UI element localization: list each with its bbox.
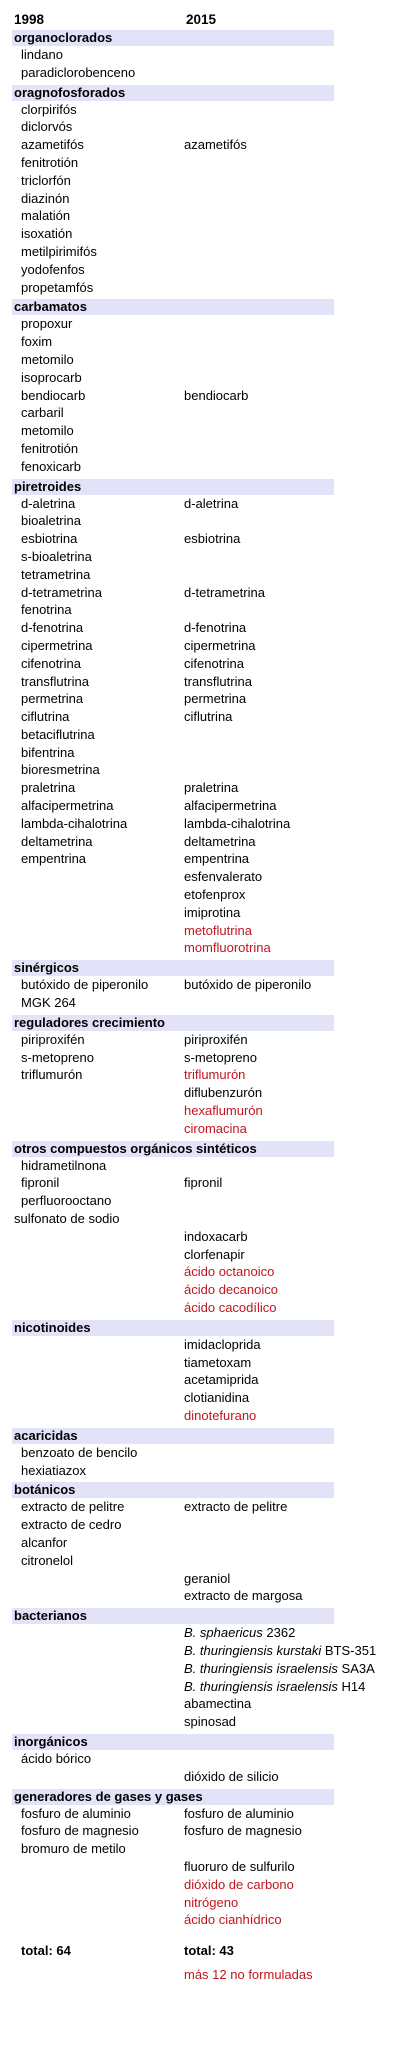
cell-2015: extracto de margosa [184,1588,303,1604]
cell-1998: bendiocarb [21,387,86,403]
section [0,1012,410,1138]
cell-1998: diclorvós [21,119,73,135]
cell-2015: clotianidina [184,1390,250,1406]
table-row [0,1678,410,1696]
cell-1998: butóxido de piperonilo [21,977,149,993]
table-row [0,939,410,957]
table-row [0,190,410,208]
table-row [0,315,410,333]
cell-2015: ciromacina [184,1120,247,1136]
table-row [0,422,410,440]
cell-1998: esbiotrina [21,531,78,547]
cell-2015: ácido octanoico [184,1264,275,1280]
table-row [0,261,410,279]
table-row [0,601,410,619]
cell-2015: triflumurón [184,1067,246,1083]
table-row [0,1768,410,1786]
cell-1998: cipermetrina [21,637,93,653]
table-row [0,118,410,136]
cell-2015 [184,1678,365,1696]
table-row [0,1587,410,1605]
cell-1998: triclorfón [21,172,71,188]
cell-2015: diflubenzurón [184,1085,263,1101]
table-row [0,850,410,868]
cell-1998: deltametrina [21,833,93,849]
cell-1998: diazinón [21,190,70,206]
cell-2015: cifenotrina [184,655,244,671]
species-name: B. thuringiensis kurstaki [184,1642,322,1658]
cell-2015: geraniol [184,1570,231,1586]
table-row [0,333,410,351]
cell-1998: fosfuro de aluminio [21,1805,131,1821]
table-row [0,619,410,637]
cell-2015: abamectina [184,1696,252,1712]
cell-2015: dióxido de silicio [184,1768,279,1784]
table-row [0,1263,410,1281]
cell-1998: metomilo [21,423,74,439]
table-row [0,1102,410,1120]
cell-2015: butóxido de piperonilo [184,977,312,993]
cell-2015: esbiotrina [184,531,241,547]
species-name: B. thuringiensis israelensis [184,1678,338,1694]
table-row [0,1876,410,1894]
cell-1998: ácido bórico [21,1750,92,1766]
cell-1998: carbaril [21,405,64,421]
cell-2015: metoflutrina [184,922,252,938]
cell-1998: perfluorooctano [21,1193,112,1209]
section-title: botánicos [12,1482,334,1498]
section-title: piretroides [12,479,334,495]
cell-1998: d-fenotrina [21,620,84,636]
section [0,30,410,82]
section-title: oragnofosforados [12,85,334,101]
cell-1998: citronelol [21,1552,74,1568]
table-row [0,690,410,708]
cell-1998: bioaletrina [21,513,81,529]
table-row [0,548,410,566]
cell-1998: lindano [21,47,63,62]
table-row [0,1534,410,1552]
cell-2015: fipronil [184,1175,223,1191]
cell-1998: isoprocarb [21,369,82,385]
table-row [0,154,410,172]
table-row [0,207,410,225]
table-row [0,369,410,387]
cell-2015: d-fenotrina [184,620,247,636]
table-row [0,1281,410,1299]
table-row [0,101,410,119]
cell-1998: paradiclorobenceno [21,64,136,80]
cell-1998: foxim [21,334,53,350]
table-row [0,994,410,1012]
column-headers [0,10,410,30]
table-row [0,243,410,261]
cell-2015: fosfuro de magnesio [184,1823,302,1839]
section-title: bacterianos [12,1608,334,1624]
table-row [0,1174,410,1192]
table-row [0,744,410,762]
table-row [0,225,410,243]
table-row [0,815,410,833]
table-row [0,512,410,530]
section [0,1731,410,1786]
table-row [0,1624,410,1642]
table-row [0,1120,410,1138]
table-row [0,1049,410,1067]
cell-2015: imidacloprida [184,1336,261,1352]
section [0,1786,410,1930]
table-row [0,1552,410,1570]
table-row [0,1660,410,1678]
cell-1998: malatión [21,208,71,224]
cell-2015: imiprotina [184,904,241,920]
table-row [0,440,410,458]
table-row [0,1516,410,1534]
table-row [0,1713,410,1731]
cell-1998: bioresmetrina [21,762,100,778]
table-row [0,1157,410,1175]
section-title: organoclorados [12,30,334,46]
cell-1998: cifenotrina [21,655,81,671]
section-title: generadores de gases y gases [12,1789,334,1805]
sections-container [0,30,410,1929]
section [0,1138,410,1317]
cell-2015: momfluorotrina [184,940,271,956]
cell-1998: ciflutrina [21,709,70,725]
cell-1998: permetrina [21,691,84,707]
section-title: inorgánicos [12,1734,334,1750]
cell-2015: ácido cacodílico [184,1300,277,1315]
table-row [0,1371,410,1389]
section [0,82,410,297]
section [0,957,410,1012]
table-row [0,566,410,584]
cell-2015: cipermetrina [184,637,256,653]
table-row [0,1695,410,1713]
table-row [0,1336,410,1354]
cell-1998: benzoato de bencilo [21,1444,138,1460]
cell-2015: extracto de pelitre [184,1499,288,1515]
strain-code: 2362 [262,1625,296,1641]
cell-1998: yodofenfos [21,261,85,277]
cell-2015: hexaflumurón [184,1103,263,1119]
section [0,1425,410,1480]
cell-2015: indoxacarb [184,1228,248,1244]
table-row [0,530,410,548]
cell-1998: extracto de cedro [21,1517,122,1533]
cell-1998: hexiatiazox [21,1462,87,1478]
section-title: sinérgicos [12,960,334,976]
table-row [0,708,410,726]
table-row [0,1444,410,1462]
table-row [0,584,410,602]
section-title: acaricidas [12,1428,334,1444]
table-row [0,495,410,513]
strain-code: H14 [337,1678,366,1694]
section-title: carbamatos [12,299,334,315]
cell-1998: alcanfor [21,1534,68,1550]
table-row [0,46,410,64]
table-row [0,637,410,655]
table-row [0,1066,410,1084]
section [0,1479,410,1605]
table-row [0,279,410,297]
cell-1998: piriproxifén [21,1031,85,1047]
table-row [0,797,410,815]
cell-2015: acetamiprida [184,1372,259,1388]
cell-1998: hidrametilnona [21,1157,107,1173]
cell-1998: sulfonato de sodio [14,1211,120,1227]
cell-1998: alfacipermetrina [21,798,114,814]
cell-2015: d-tetrametrina [184,584,265,600]
header-1998: 1998 [14,12,45,27]
section [0,296,410,475]
cell-2015: dinotefurano [184,1407,257,1423]
table-row [0,1246,410,1264]
cell-2015: deltametrina [184,833,256,849]
cell-1998: fosfuro de magnesio [21,1823,139,1839]
cell-2015: permetrina [184,691,247,707]
cell-1998: propoxur [21,316,73,332]
strain-code: SA3A [337,1660,375,1676]
section-title: reguladores crecimiento [12,1015,334,1031]
cell-1998: praletrina [21,780,76,796]
table-row [0,761,410,779]
insecticide-comparison-table [0,10,410,1987]
table-row [0,1210,410,1228]
table-row [0,673,410,691]
table-row [0,868,410,886]
cell-2015: s-metopreno [184,1049,257,1065]
table-row [0,387,410,405]
table-row [0,922,410,940]
table-row [0,1031,410,1049]
species-name: B. sphaericus [184,1625,263,1641]
total-1998: total: 64 [21,1943,71,1959]
table-row [0,404,410,422]
table-row [0,976,410,994]
table-row [0,655,410,673]
table-row [0,1192,410,1210]
cell-1998: fenitrotión [21,154,79,170]
table-row [0,779,410,797]
cell-1998: transflutrina [21,673,89,689]
table-row [0,1894,410,1912]
cell-2015: praletrina [184,780,239,796]
cell-2015: ácido decanoico [184,1282,278,1298]
cell-1998: fenotrina [21,602,72,618]
cell-1998: fenoxicarb [21,458,81,474]
section-title: nicotinoides [12,1320,334,1336]
table-row [0,351,410,369]
strain-code: BTS-351 [321,1642,377,1658]
cell-2015: fluoruro de sulfurilo [184,1858,295,1874]
cell-1998: empentrina [21,851,87,867]
table-row [0,172,410,190]
table-row [0,904,410,922]
table-row [0,1822,410,1840]
cell-2015: fosfuro de aluminio [184,1805,294,1821]
cell-2015: piriproxifén [184,1031,248,1047]
unformulated-note: más 12 no formuladas [184,1967,313,1983]
table-row [0,458,410,476]
cell-1998: tetrametrina [21,566,91,582]
cell-1998: d-aletrina [21,495,76,511]
cell-2015: clorfenapir [184,1246,245,1262]
cell-1998: metomilo [21,351,74,367]
cell-2015 [184,1660,375,1678]
cell-2015: tiametoxam [184,1354,252,1370]
header-2015: 2015 [186,12,217,27]
cell-1998: azametifós [21,137,84,153]
table-row [0,1840,410,1858]
table-row [0,1570,410,1588]
total-2015: total: 43 [184,1943,234,1959]
cell-1998: isoxatión [21,226,73,242]
table-row [0,136,410,154]
table-row [0,1750,410,1768]
table-row [0,833,410,851]
footnote-row [0,1967,410,1987]
table-row [0,1084,410,1102]
cell-2015: transflutrina [184,673,252,689]
table-row [0,1299,410,1317]
cell-1998: d-tetrametrina [21,584,102,600]
cell-1998: bromuro de metilo [21,1841,126,1857]
cell-2015: esfenvalerato [184,869,263,885]
table-row [0,1498,410,1516]
cell-2015: dióxido de carbono [184,1876,294,1892]
table-row [0,1389,410,1407]
species-name: B. thuringiensis israelensis [184,1660,338,1676]
section [0,1317,410,1425]
table-row [0,1407,410,1425]
cell-1998: propetamfós [21,279,94,295]
cell-2015 [184,1642,376,1660]
table-row [0,726,410,744]
cell-2015: azametifós [184,137,247,153]
section [0,476,410,958]
cell-2015: lambda-cihalotrina [184,815,291,831]
table-row [0,1911,410,1929]
cell-2015 [184,1624,295,1642]
cell-2015: d-aletrina [184,495,239,511]
cell-1998: bifentrina [21,744,75,760]
cell-2015: etofenprox [184,887,246,903]
cell-1998: extracto de pelitre [21,1499,125,1515]
cell-2015: alfacipermetrina [184,798,277,814]
cell-1998: triflumurón [21,1067,83,1083]
cell-2015: bendiocarb [184,387,249,403]
cell-1998: s-bioaletrina [21,548,92,564]
cell-2015: empentrina [184,851,250,867]
cell-2015: ácido cianhídrico [184,1912,282,1928]
cell-1998: fenitrotión [21,440,79,456]
table-row [0,1228,410,1246]
cell-1998: metilpirimifós [21,243,97,259]
cell-1998: lambda-cihalotrina [21,815,128,831]
table-row [0,1858,410,1876]
cell-1998: betaciflutrina [21,726,95,742]
table-row [0,1805,410,1823]
table-row [0,886,410,904]
section [0,1605,410,1731]
cell-1998: clorpirifós [21,101,77,117]
table-row [0,1462,410,1480]
cell-2015: spinosad [184,1714,237,1730]
cell-1998: fipronil [21,1175,60,1191]
cell-2015: nitrógeno [184,1894,239,1910]
cell-2015: ciflutrina [184,709,233,725]
table-row [0,64,410,82]
table-row [0,1354,410,1372]
totals-row [0,1939,410,1963]
cell-1998: MGK 264 [21,995,76,1011]
cell-1998: s-metopreno [21,1049,94,1065]
section-title: otros compuestos orgánicos sintéticos [12,1141,334,1157]
table-row [0,1642,410,1660]
